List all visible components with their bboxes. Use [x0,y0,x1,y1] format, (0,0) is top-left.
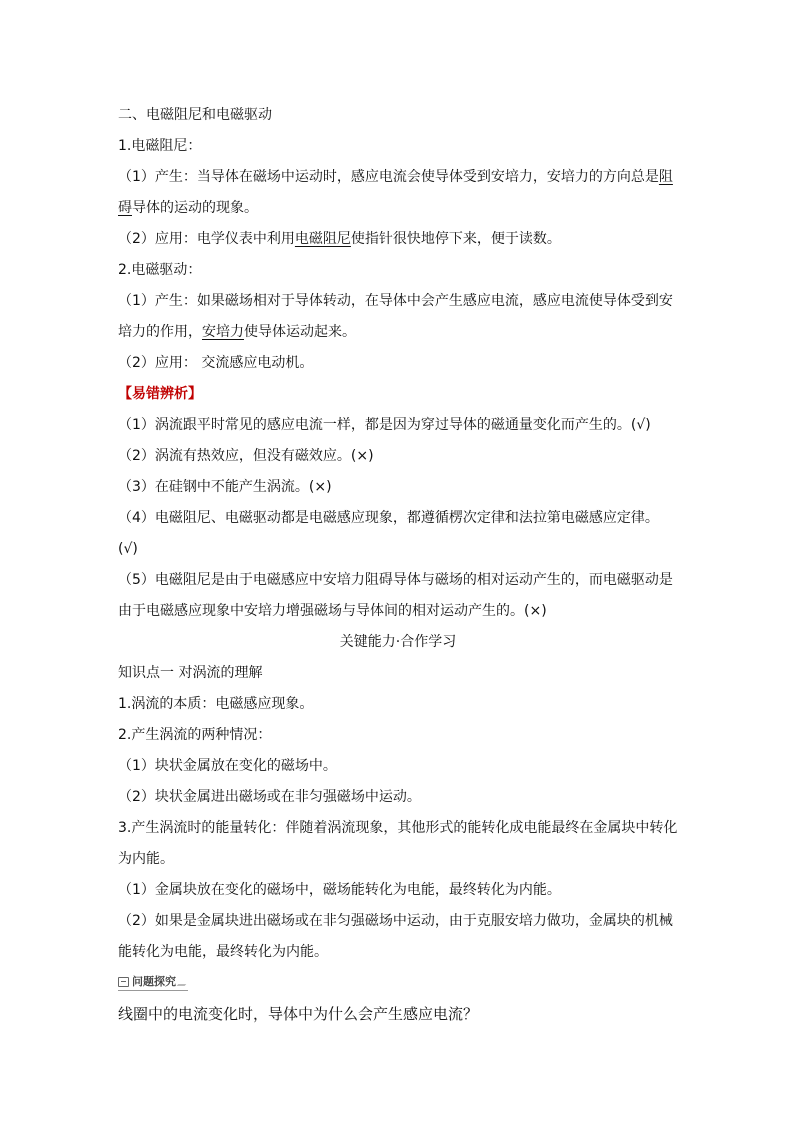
damping-heading: 1.电磁阻尼： [118,138,202,154]
drive-apply: （2）应用： 交流感应电动机。 [118,355,314,371]
mistake-item: （3）在硅钢中不能产生涡流。(×) [118,479,332,495]
body-line: 能转化为电能，最终转化为内能。 [118,944,328,960]
mistakes-title: 【易错辨析】 [118,386,202,402]
explore-tag: 问题探究 [118,975,188,991]
damping-apply: （2）应用：电学仪表中利用电磁阻尼使指针很快地停下来，便于读数。 [118,231,561,247]
body-line: 3.产生涡流时的能量转化：伴随着涡流现象，其他形式的能转化成电能最终在金属块中转化 [118,820,678,836]
question-box-icon [118,977,129,987]
damping-produce-line1: （1）产生：当导体在磁场中运动时，感应电流会使导体受到安培力，安培力的方向总是阻 [118,169,673,185]
body-line: （2）如果是金属块进出磁场或在非匀强磁场中运动，由于克服安培力做功，金属块的机械 [118,913,673,929]
section-title: 二、电磁阻尼和电磁驱动 [118,107,272,123]
underlined-term: 阻 [658,169,673,185]
body-line: （2）块状金属进出磁场或在非匀强磁场中运动。 [118,789,421,805]
drive-produce-line2: 培力的作用，安培力使导体运动起来。 [118,324,356,340]
mistake-item: （2）涡流有热效应，但没有磁效应。(×) [118,448,374,464]
mistake-item: （1）涡流跟平时常见的感应电流一样，都是因为穿过导体的磁通量变化而产生的。(√) [118,417,651,433]
body-line: （1）块状金属放在变化的磁场中。 [118,758,337,774]
body-line: （1）金属块放在变化的磁场中，磁场能转化为电能，最终转化为内能。 [118,882,561,898]
drive-heading: 2.电磁驱动： [118,262,202,278]
underlined-term: 电磁阻尼 [294,231,351,247]
underlined-term: 碍 [118,200,132,216]
mistake-item: （5）电磁阻尼是由于电磁感应中安培力阻碍导体与磁场的相对运动产生的，而电磁驱动是 [118,572,673,588]
damping-produce-line2: 碍导体的运动的现象。 [118,200,258,216]
point-title: 知识点一 对涡流的理解 [118,665,263,681]
mistake-item: (√) [118,541,138,557]
underlined-term: 安培力 [202,324,244,340]
mistake-item: 由于电磁感应现象中安培力增强磁场与导体间的相对运动产生的。(×) [118,603,547,619]
body-line: 2.产生涡流的两种情况： [118,727,272,743]
document-content [118,100,678,1030]
explore-tag-row [118,968,678,999]
explore-question: 线圈中的电流变化时，导体中为什么会产生感应电流？ [118,1005,479,1023]
body-line: 为内能。 [118,851,174,867]
body-line: 1.涡流的本质：电磁感应现象。 [118,696,314,712]
drive-produce-line1: （1）产生：如果磁场相对于导体转动，在导体中会产生感应电流，感应电流使导体受到安 [118,293,673,309]
key-section-title: 关键能力·合作学习 [339,634,457,650]
tag-tail-icon [177,978,192,986]
mistake-item: （4）电磁阻尼、电磁驱动都是电磁感应现象，都遵循楞次定律和法拉第电磁感应定律。 [118,510,659,526]
